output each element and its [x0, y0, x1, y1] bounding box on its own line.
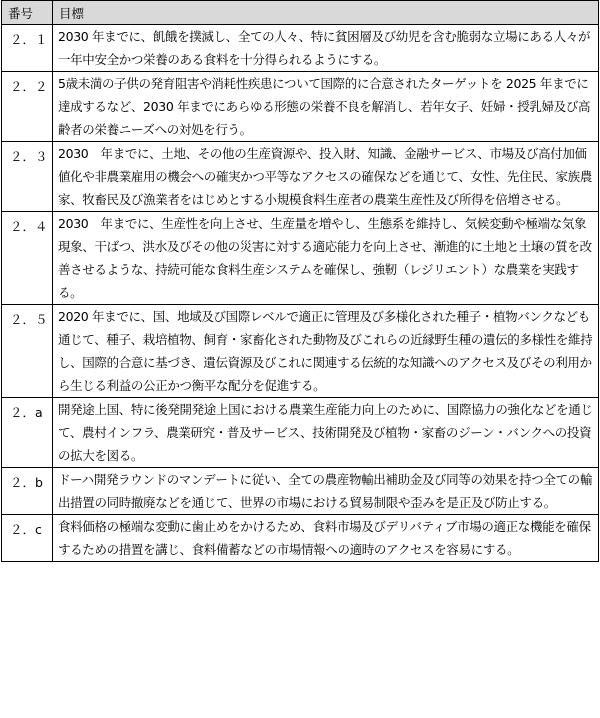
target-text: 開発途上国、特に後発開発途上国における農業生産能力向上のために、国際協力の強化などを通じて、農村インフラ、農業研究・普及サービス、技術開発及び植物・家畜のジーン・バンクへの投資の拡大を図る。 — [53, 398, 599, 468]
table-row — [2, 305, 599, 398]
header-number: 番号 — [2, 1, 53, 25]
target-number: ２．２ — [2, 72, 53, 142]
table-row — [2, 515, 599, 562]
table-header-row — [2, 1, 599, 25]
target-number: ２．５ — [2, 305, 53, 398]
table-row — [2, 212, 599, 305]
target-number: ２．b — [2, 468, 53, 515]
table-row — [2, 25, 599, 72]
target-number: ２．３ — [2, 142, 53, 212]
target-text: 2030 年までに、生産性を向上させ、生産量を増やし、生態系を維持し、気候変動や極端な気象現象、干ばつ、洪水及びその他の災害に対する適応能力を向上させ、漸進的に土地と土壌の質を改善させるような、持続可能な食料生産システムを確保し、強靭（レジリエント）な農業を実践する。 — [53, 212, 599, 305]
target-text: 食料価格の極端な変動に歯止めをかけるため、食料市場及びデリバティブ市場の適正な機能を確保するための措置を講じ、食料備蓄などの市場情報への適時のアクセスを容易にする。 — [53, 515, 599, 562]
target-text: ドーハ開発ラウンドのマンデートに従い、全ての農産物輸出補助金及び同等の効果を持つ全ての輸出措置の同時撤廃などを通じて、世界の市場における貿易制限や歪みを是正及び防止する。 — [53, 468, 599, 515]
target-text: 2020 年までに、国、地域及び国際レベルで適正に管理及び多様化された種子・植物バンクなども通じて、種子、栽培植物、飼育・家畜化された動物及びこれらの近縁野生種の遺伝的多様性を維持し、国際的合意に基づき、遺伝資源及びこれに関連する伝統的な知識へのアクセス及びその利用から生じる利益の公正かつ衡平な配分を促進する。 — [53, 305, 599, 398]
target-number: ２．c — [2, 515, 53, 562]
target-number: ２．４ — [2, 212, 53, 305]
table-row — [2, 398, 599, 468]
table-row — [2, 72, 599, 142]
target-number: ２．a — [2, 398, 53, 468]
target-number: ２．１ — [2, 25, 53, 72]
target-text: 5歳未満の子供の発育阻害や消耗性疾患について国際的に合意されたターゲットを 2025 年までに達成するなど、2030 年までにあらゆる形態の栄養不良を解消し、若年女子、妊婦・授乳婦及び高齢者の栄養ニーズへの対処を行う。 — [53, 72, 599, 142]
table-row — [2, 142, 599, 212]
table-row — [2, 468, 599, 515]
sdg2-targets-table — [1, 0, 599, 562]
header-goal: 目標 — [53, 1, 599, 25]
target-text: 2030 年までに、飢餓を撲滅し、全ての人々、特に貧困層及び幼児を含む脆弱な立場にある人々が一年中安全かつ栄養のある食料を十分得られるようにする。 — [53, 25, 599, 72]
target-text: 2030 年までに、土地、その他の生産資源や、投入財、知識、金融サービス、市場及び高付加価値化や非農業雇用の機会への確実かつ平等なアクセスの確保などを通じて、女性、先住民、家族農家、牧畜民及び漁業者をはじめとする小規模食料生産者の農業生産性及び所得を倍増させる。 — [53, 142, 599, 212]
